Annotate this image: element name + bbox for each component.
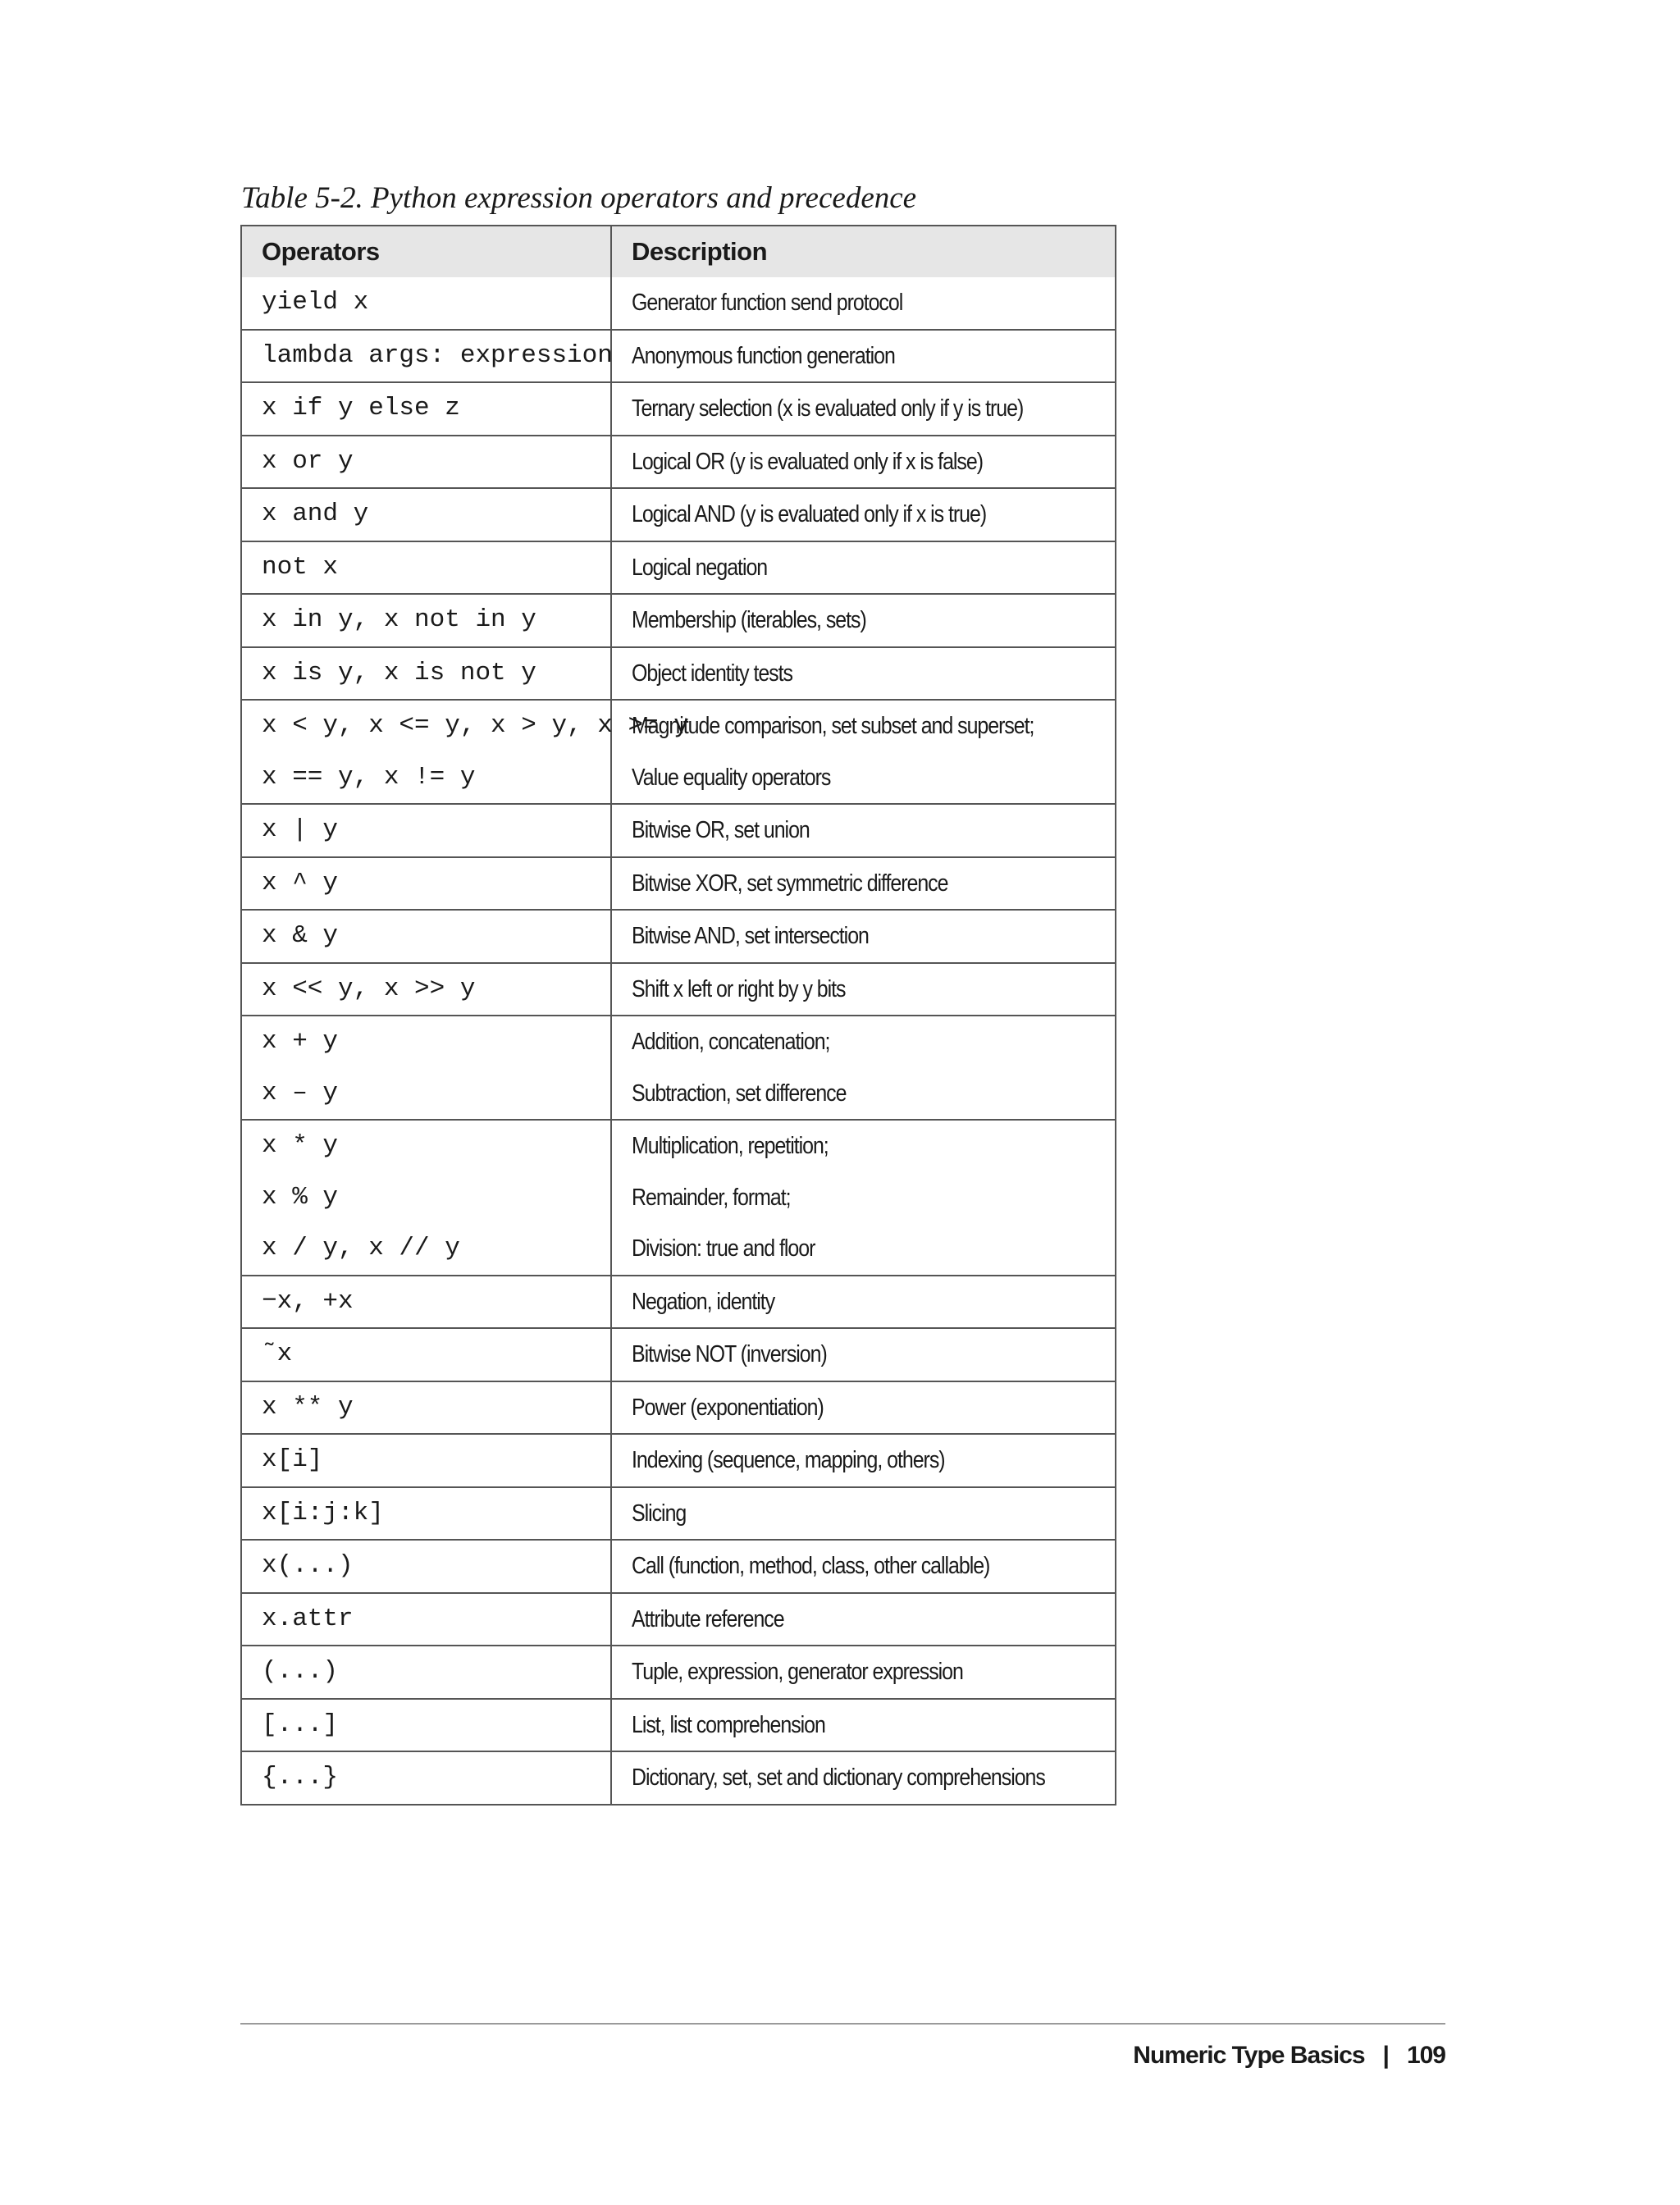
operator-expression: x + y [262,1027,339,1056]
table-caption: Table 5-2. Python expression operators and precedence [241,181,917,215]
table-row [241,857,1116,911]
operator-cell [241,804,611,857]
description-cell [611,647,1116,701]
table-row [241,647,1116,701]
table-row [241,436,1116,489]
description-cell [611,1434,1116,1487]
table-row [241,1646,1116,1699]
description-cell [611,277,1116,330]
description-text: Bitwise AND, set intersection [632,923,869,949]
operator-cell [241,857,611,911]
description-cell [611,1276,1116,1329]
operator-cell [241,277,611,330]
description-text: Attribute reference [632,1605,784,1632]
table-row [241,594,1116,647]
description-cell [611,1593,1116,1646]
operator-cell [241,647,611,701]
operator-cell [241,1434,611,1487]
table-header-row [241,226,1116,277]
description-text: Logical OR (y is evaluated only if x is false) [632,448,983,475]
operator-expression: x if y else z [262,394,460,422]
description-text: Logical AND (y is evaluated only if x is true) [632,501,987,527]
description-cell [611,1120,1116,1276]
description-text: Anonymous function generation [632,342,895,369]
operator-expression: x % y [262,1182,339,1212]
description-cell [611,804,1116,857]
description-text: Membership (iterables, sets) [632,607,866,633]
operators-table [240,225,1116,1806]
description-cell [611,330,1116,383]
operator-expression: x(...) [262,1551,354,1580]
table-row [241,277,1116,330]
operator-cell [241,1699,611,1752]
operator-expression: x / y, x // y [262,1234,460,1262]
operator-cell [241,1276,611,1329]
description-text: Multiplication, repetition; [632,1133,829,1159]
operator-expression: yield x [262,288,369,317]
operator-cell [241,1016,611,1120]
description-text: Indexing (sequence, mapping, others) [632,1447,945,1473]
description-text: Tuple, expression, generator expression [632,1659,963,1685]
description-cell [611,1487,1116,1541]
operator-expression: x << y, x >> y [262,974,476,1003]
table-row [241,1751,1116,1805]
description-text: Remainder, format; [632,1184,791,1211]
operator-expression: (...) [262,1657,339,1686]
description-text: Power (exponentiation) [632,1394,824,1421]
operator-expression: x – y [262,1078,339,1107]
description-text: Subtraction, set difference [632,1080,847,1107]
description-text: Call (function, method, class, other callable) [632,1553,990,1579]
operator-cell [241,436,611,489]
table-row [241,804,1116,857]
table-row [241,963,1116,1016]
description-text: Magnitude comparison, set subset and superset; [632,713,1034,739]
table-row [241,1487,1116,1541]
description-text: Slicing [632,1500,687,1527]
description-cell [611,1699,1116,1752]
description-text: Addition, concatenation; [632,1029,830,1055]
description-cell [611,436,1116,489]
description-text: Dictionary, set, set and dictionary comprehensions [632,1764,1045,1791]
description-cell [611,1540,1116,1593]
header-operators: Operators [241,226,611,277]
table-row [241,910,1116,963]
header-description: Description [611,226,1116,277]
operator-cell [241,1120,611,1276]
operator-expression: not x [262,552,339,582]
table-row [241,1540,1116,1593]
operator-expression: x.attr [262,1604,354,1633]
operator-expression: x == y, x != y [262,762,476,792]
operator-expression: −x, +x [262,1286,354,1316]
description-cell [611,488,1116,541]
description-cell [611,857,1116,911]
description-cell [611,700,1116,804]
description-text: Negation, identity [632,1288,775,1315]
operator-cell [241,488,611,541]
table-body [241,277,1116,1805]
description-cell [611,1646,1116,1699]
operator-cell [241,910,611,963]
description-cell [611,910,1116,963]
page-footer [1133,2038,1445,2074]
footer-page-number: 109 [1406,2042,1445,2069]
table-row [241,1381,1116,1435]
operator-cell [241,700,689,804]
table-row [241,488,1116,541]
operator-expression: x ^ y [262,868,339,897]
table-row [241,1016,1116,1120]
operator-expression: x & y [262,921,339,950]
footer-rule [240,2023,1445,2025]
description-text: List, list comprehension [632,1711,825,1738]
operator-expression: x[i:j:k] [262,1498,384,1527]
operator-cell [241,330,611,383]
description-cell [611,541,1116,595]
description-text: Value equality operators [632,764,831,791]
operator-cell [241,1487,611,1541]
description-cell [611,1328,1116,1381]
table-row [241,382,1116,436]
description-cell [611,1016,1116,1120]
table-row [241,541,1116,595]
description-text: Bitwise XOR, set symmetric difference [632,870,948,897]
operator-expression: x or y [262,446,354,476]
description-cell [611,594,1116,647]
description-text: Bitwise NOT (inversion) [632,1341,827,1367]
operator-expression: [...] [262,1710,339,1739]
operator-cell [241,382,611,436]
table-row [241,1699,1116,1752]
description-text: Ternary selection (x is evaluated only if y is true) [632,395,1024,422]
operator-cell [241,1593,611,1646]
footer-separator: | [1382,2042,1389,2069]
operator-expression: x[i] [262,1445,323,1474]
description-text: Bitwise OR, set union [632,817,810,843]
operator-expression: x in y, x not in y [262,605,536,634]
operator-cell [241,963,611,1016]
operator-expression: x < y, x <= y, x > y, x >= y [262,711,689,740]
operator-cell [241,1540,611,1593]
operator-cell [241,594,611,647]
table-row [241,330,1116,383]
operator-expression: {...} [262,1763,339,1792]
operator-expression: ˜x [262,1340,293,1368]
description-text: Division: true and floor [632,1235,815,1262]
table-row [241,1328,1116,1381]
operator-cell [241,541,611,595]
description-cell [611,1751,1116,1805]
operator-expression: x is y, x is not y [262,658,536,687]
table-row [241,700,1116,804]
operator-expression: x and y [262,500,369,528]
description-cell [611,382,1116,436]
operator-cell [241,1381,611,1435]
operator-expression: x | y [262,815,339,844]
table-row [241,1593,1116,1646]
table-row [241,1276,1116,1329]
operator-cell [241,1751,611,1805]
operator-expression: x ** y [262,1392,354,1422]
description-cell [611,963,1116,1016]
footer-section-title: Numeric Type Basics [1133,2042,1365,2069]
table-row [241,1434,1116,1487]
description-text: Object identity tests [632,660,792,687]
operator-cell [241,1646,611,1699]
description-cell [611,1381,1116,1435]
description-text: Generator function send protocol [632,290,903,316]
description-text: Logical negation [632,554,768,581]
operator-expression: x * y [262,1131,339,1160]
operator-expression: lambda args: expression [262,340,613,370]
operator-cell [241,1328,611,1381]
description-text: Shift x left or right by y bits [632,975,846,1002]
table-row [241,1120,1116,1276]
